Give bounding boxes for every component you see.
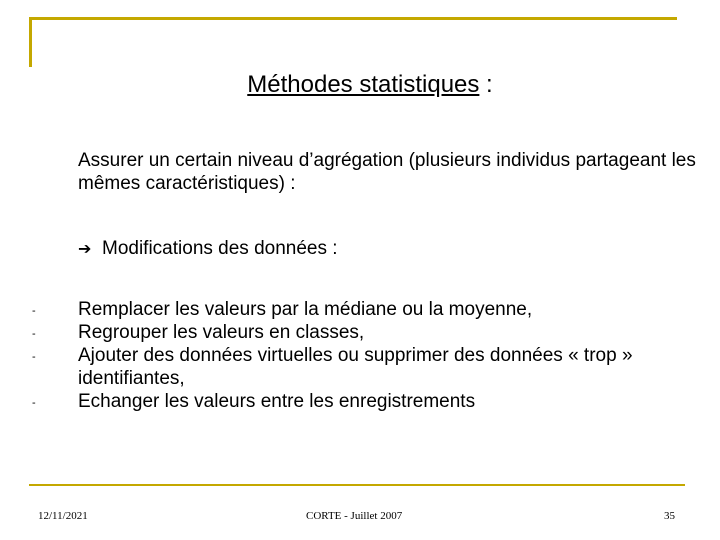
footer-center-text: CORTE - Juillet 2007 [306,510,403,522]
dash-bullet-icon: - [32,305,36,317]
list-item-text: Echanger les valeurs entre les enregistrements [78,391,476,412]
list-item [32,390,692,413]
frame-bottom-line [29,484,685,486]
dash-bullet-icon: - [32,397,36,409]
intro-paragraph: Assurer un certain niveau d’agrégation (plusieurs individus partageant les mêmes caractéristiques) : [78,150,696,194]
footer-date: 12/11/2021 [38,510,88,522]
arrow-right-icon: ➔ [78,239,92,258]
list-item-text: Ajouter des données virtuelles ou supprimer des données « trop » identifiantes, [78,345,633,389]
dash-bullet-icon: - [32,328,36,340]
list-item-text: Remplacer les valeurs par la médiane ou la moyenne, [78,299,533,320]
slide-title-suffix: : [479,71,493,98]
list-item [32,321,692,344]
slide-title [0,70,720,100]
dash-bullet-icon: - [32,351,36,363]
list-item [32,344,692,390]
list-item [32,298,692,321]
modifications-heading [78,237,338,260]
frame-left-line [29,17,32,67]
frame-top-line [29,17,677,20]
page-number: 35 [664,510,675,522]
slide-title-text: Méthodes statistiques [247,71,480,98]
list-item-text: Regrouper les valeurs en classes, [78,322,365,343]
modifications-heading-text: Modifications des données : [102,238,338,259]
bullet-list [32,298,692,413]
